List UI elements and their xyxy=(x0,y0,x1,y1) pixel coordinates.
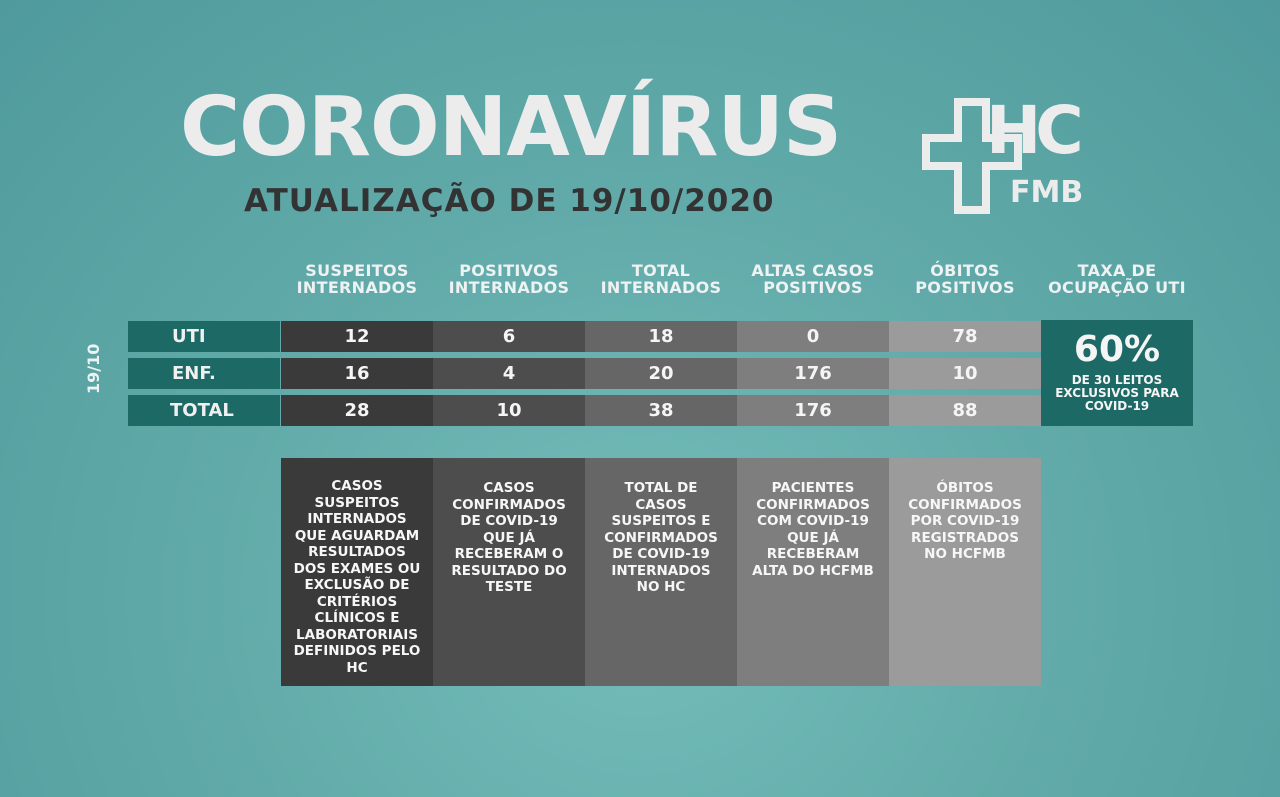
occupancy-line: DE 30 LEITOS xyxy=(1071,373,1163,387)
description-obitos xyxy=(889,458,1041,686)
table-cell: 18 xyxy=(585,321,737,352)
description-line: CASOS xyxy=(331,478,383,494)
row-label-uti: UTI xyxy=(128,321,280,352)
description-line: QUE JÁ xyxy=(787,529,839,546)
description-line: ÓBITOS xyxy=(936,480,994,496)
row-label-enf: ENF. xyxy=(128,358,280,389)
column-header-taxa xyxy=(1041,262,1193,296)
description-line: POR COVID-19 xyxy=(910,513,1020,529)
hcfmb-logo xyxy=(922,92,1102,214)
description-line: RESULTADO DO xyxy=(451,562,567,579)
table-cell: 38 xyxy=(585,395,737,426)
column-header-line: TAXA DE xyxy=(1077,261,1157,280)
column-header-line: POSITIVOS xyxy=(915,278,1015,297)
table-cell: 176 xyxy=(737,358,889,389)
description-line: TESTE xyxy=(485,579,533,595)
description-line: SUSPEITOS E xyxy=(611,513,711,529)
column-header-line: OCUPAÇÃO UTI xyxy=(1048,278,1186,297)
column-header-total xyxy=(585,262,737,296)
page-title: CORONAVÍRUS xyxy=(180,80,842,175)
description-line: RECEBERAM xyxy=(766,546,860,562)
description-line: DOS EXAMES OU xyxy=(293,560,421,577)
column-header-line: POSITIVOS xyxy=(459,261,559,280)
description-line: PACIENTES xyxy=(771,480,855,496)
description-line: INTERNADOS xyxy=(611,562,711,579)
description-line: HC xyxy=(346,659,368,676)
description-line: DE COVID-19 xyxy=(460,513,558,529)
column-header-line: INTERNADOS xyxy=(296,278,418,297)
description-positivos xyxy=(433,458,585,686)
row-label-total: TOTAL xyxy=(128,395,280,426)
column-header-line: ALTAS CASOS xyxy=(751,261,875,280)
table-cell: 10 xyxy=(889,358,1041,389)
table-cell: 12 xyxy=(281,321,433,352)
description-line: COM COVID-19 xyxy=(757,513,869,529)
description-line: RECEBERAM O xyxy=(454,546,564,562)
table-cell: 6 xyxy=(433,321,585,352)
description-altas xyxy=(737,458,889,686)
table-cell: 78 xyxy=(889,321,1041,352)
description-line: CASOS xyxy=(635,496,687,513)
occupancy-percent: 60% xyxy=(1073,329,1161,370)
description-line: QUE JÁ xyxy=(483,529,535,546)
table-cell: 176 xyxy=(737,395,889,426)
table-cell: 10 xyxy=(433,395,585,426)
table-cell: 4 xyxy=(433,358,585,389)
table-cell: 0 xyxy=(737,321,889,352)
column-header-altas xyxy=(737,262,889,296)
column-header-line: POSITIVOS xyxy=(763,278,863,297)
description-line: CONFIRMADOS xyxy=(452,496,566,513)
description-line: CONFIRMADOS xyxy=(756,496,870,513)
occupancy-line: COVID-19 xyxy=(1084,399,1150,413)
description-line: CLÍNICOS E xyxy=(314,610,400,626)
description-line: ALTA DO HCFMB xyxy=(752,562,874,579)
table-cell: 88 xyxy=(889,395,1041,426)
occupancy-box xyxy=(1041,320,1193,426)
description-line: RESULTADOS xyxy=(308,544,406,560)
description-line: SUSPEITOS xyxy=(314,494,400,511)
description-line: CASOS xyxy=(483,480,535,496)
table-cell: 28 xyxy=(281,395,433,426)
column-header-suspeitos xyxy=(281,262,433,296)
description-line: INTERNADOS xyxy=(307,511,407,527)
description-line: LABORATORIAIS xyxy=(296,626,418,643)
description-line: NO HCFMB xyxy=(924,546,1006,562)
column-header-positivos xyxy=(433,262,585,296)
update-subtitle: ATUALIZAÇÃO DE 19/10/2020 xyxy=(244,183,775,219)
description-line: QUE AGUARDAM xyxy=(294,527,420,544)
column-header-obitos xyxy=(889,262,1041,296)
column-header-line: INTERNADOS xyxy=(448,278,570,297)
description-line: CONFIRMADOS xyxy=(908,496,1022,513)
description-total xyxy=(585,458,737,686)
column-header-line: TOTAL xyxy=(631,261,691,280)
occupancy-line: EXCLUSIVOS PARA xyxy=(1055,386,1179,400)
description-line: TOTAL DE xyxy=(624,480,698,496)
description-line: CONFIRMADOS xyxy=(604,529,718,546)
table-cell: 16 xyxy=(281,358,433,389)
description-suspeitos xyxy=(281,458,433,686)
side-date-label: 19/10 xyxy=(84,343,103,394)
table-cell: 20 xyxy=(585,358,737,389)
column-header-line: SUSPEITOS xyxy=(305,261,409,280)
description-line: NO HC xyxy=(636,579,686,595)
column-header-line: ÓBITOS xyxy=(930,261,1000,280)
logo-hc-text: HC xyxy=(986,92,1078,169)
description-line: CRITÉRIOS xyxy=(316,593,398,610)
logo-fmb-text: FMB xyxy=(1010,175,1084,210)
description-line: DE COVID-19 xyxy=(612,546,710,562)
description-line: DEFINIDOS PELO xyxy=(293,643,421,659)
description-line: REGISTRADOS xyxy=(911,529,1019,546)
column-header-line: INTERNADOS xyxy=(600,278,722,297)
description-line: EXCLUSÃO DE xyxy=(304,577,410,593)
